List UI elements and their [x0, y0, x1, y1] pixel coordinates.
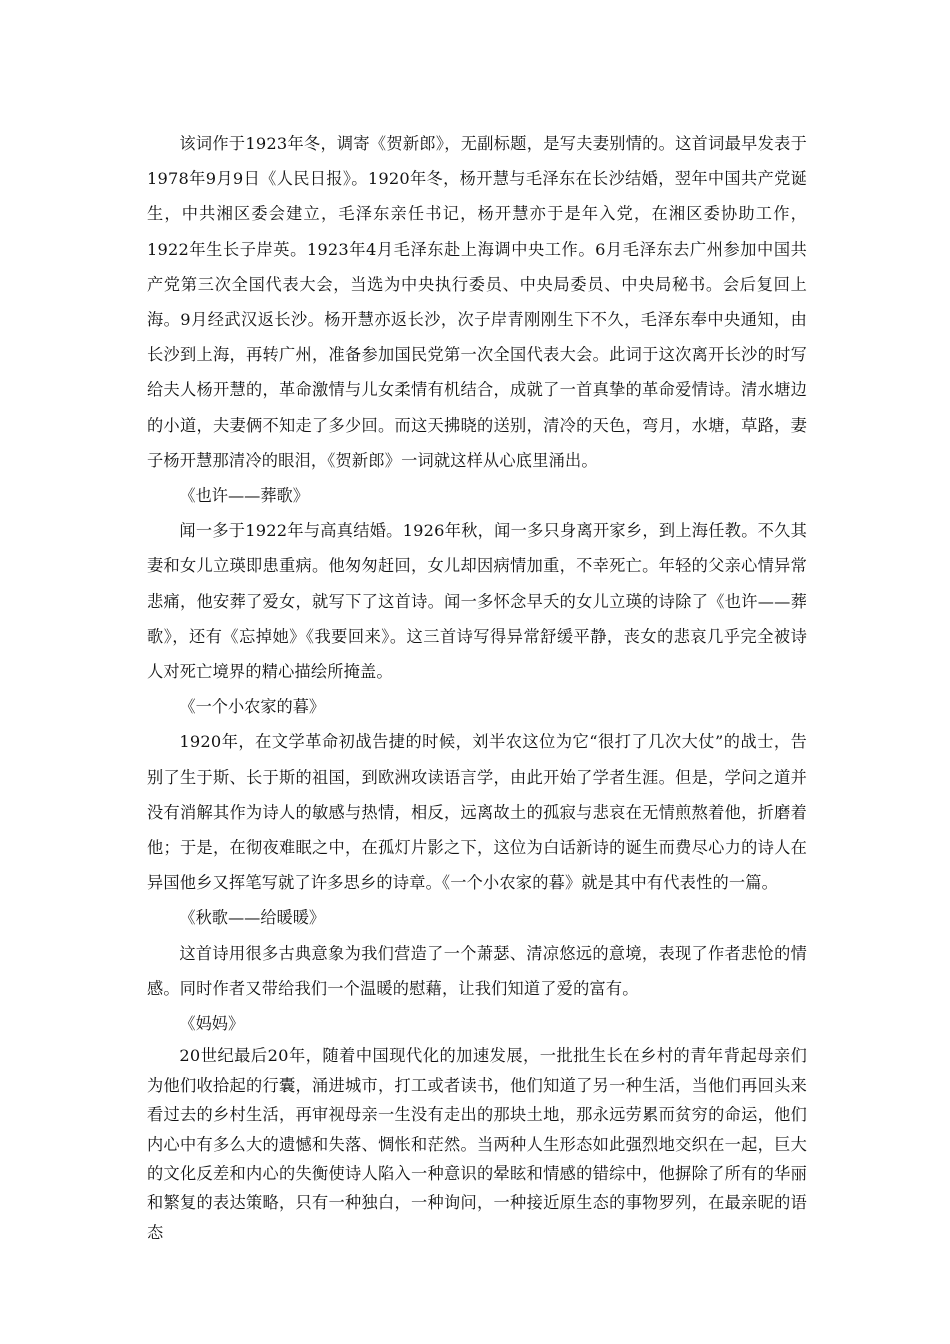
paragraph-ye-xu-zang-ge: 闻一多于1922年与高真结婚。1926年秋，闻一多只身离开家乡，到上海任教。不久其妻和女儿立瑛即患重病。他匆匆赶回，女儿却因病情加重，不幸死亡。年轻的父亲心情异常悲痛，他安葬了爱女，就写下了这首诗。闻一多怀念早夭的女儿立瑛的诗除了《也许——葬歌》，还有《忘掉她》《我要回来》。这三首诗写得异常舒缓平静，丧女的悲哀几乎完全被诗人对死亡境界的精心描绘所掩盖。: [147, 521, 807, 682]
section-ye-xu-zang-ge: [147, 478, 807, 689]
section-heading-ye-xu-zang-ge: 《也许——葬歌》: [179, 486, 309, 506]
section-xiao-nong-jia-de-mu: [147, 689, 807, 900]
section-he-xin-lang: [147, 126, 807, 478]
section-ma-ma: [147, 1006, 807, 1247]
paragraph-he-xin-lang: 该词作于1923年冬，调寄《贺新郎》，无副标题，是写夫妻别情的。这首词最早发表于1978年9月9日《人民日报》。1920年冬，杨开慧与毛泽东在长沙结婚，翌年中国共产党诞生，中共湘区委会建立，毛泽东亲任书记，杨开慧亦于是年入党，在湘区委协助工作，1922年生长子岸英。1923年4月毛泽东赴上海调中央工作。6月毛泽东去广州参加中国共产党第三次全国代表大会，当选为中央执行委员、中央局委员、中央局秘书。会后复回上海。9月经武汉返长沙。杨开慧亦返长沙，次子岸青刚刚生下不久，毛泽东奉中央通知，由长沙到上海，再转广州，准备参加国民党第一次全国代表大会。此词于这次离开长沙的时写给夫人杨开慧的，革命激情与儿女柔情有机结合，成就了一首真挚的革命爱情诗。清水塘边的小道，夫妻俩不知走了多少回。而这天拂晓的送别，清冷的天色，弯月，水塘，草路，妻子杨开慧那清冷的眼泪，《贺新郎》一词就这样从心底里涌出。: [147, 134, 807, 470]
section-qiu-ge: [147, 900, 807, 1006]
section-heading-xiao-nong-jia-de-mu: 《一个小农家的暮》: [179, 697, 326, 717]
paragraph-xiao-nong-jia-de-mu: 1920年，在文学革命初战告捷的时候，刘半农这位为它“很打了几次大仗”的战士，告别了生于斯、长于斯的祖国，到欧洲攻读语言学，由此开始了学者生涯。但是，学问之道并没有消解其作为诗人的敏感与热情，相反，远离故土的孤寂与悲哀在无情煎熬着他，折磨着他；于是，在彻夜难眠之中，在孤灯片影之下，这位为白话新诗的诞生而费尽心力的诗人在异国他乡又挥笔写就了许多思乡的诗章。《一个小农家的暮》就是其中有代表性的一篇。: [147, 732, 807, 893]
section-heading-ma-ma: 《妈妈》: [179, 1014, 245, 1034]
paragraph-ma-ma: 20世纪最后20年，随着中国现代化的加速发展，一批批生长在乡村的青年背起母亲们为他们收拾起的行囊，涌进城市，打工或者读书，他们知道了另一种生活，当他们再回头来看过去的乡村生活，再审视母亲一生没有走出的那块土地，那永远劳累而贫穷的命运，他们内心中有多么大的遗憾和失落、惆怅和茫然。当两种人生形态如此强烈地交织在一起，巨大的文化反差和内心的失衡使诗人陷入一种意识的晕眩和情感的错综中，他摒除了所有的华丽和繁复的表达策略，只有一种独白，一种询问，一种接近原生态的事物罗列，在最亲昵的语态: [147, 1046, 807, 1242]
paragraph-qiu-ge: 这首诗用很多古典意象为我们营造了一个萧瑟、清凉悠远的意境，表现了作者悲怆的情感。同时作者又带给我们一个温暖的慰藉，让我们知道了爱的富有。: [147, 943, 807, 998]
section-heading-qiu-ge: 《秋歌——给暖暖》: [179, 908, 326, 928]
